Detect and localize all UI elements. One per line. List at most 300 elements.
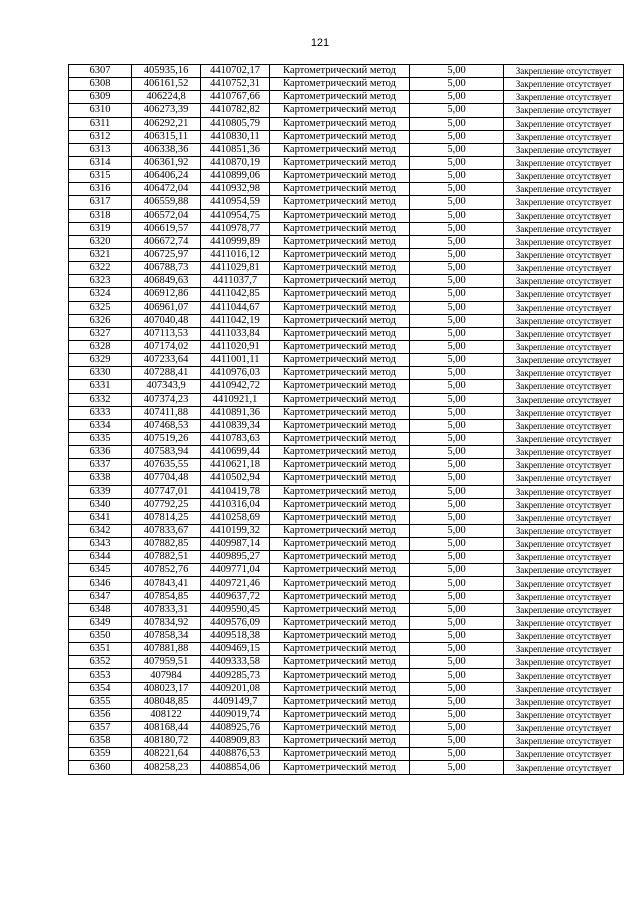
accuracy-cell: 5,00	[410, 485, 504, 498]
fixing-note-cell: Закрепление отсутствует	[504, 393, 624, 406]
method-cell: Картометрический метод	[270, 656, 410, 669]
method-cell: Картометрический метод	[270, 446, 410, 459]
x-coordinate-cell: 405935,16	[132, 65, 201, 78]
method-cell: Картометрический метод	[270, 196, 410, 209]
y-coordinate-cell: 4411033,84	[201, 327, 270, 340]
method-cell: Картометрический метод	[270, 748, 410, 761]
table-row	[69, 262, 624, 275]
x-coordinate-cell: 406961,07	[132, 301, 201, 314]
method-cell: Картометрический метод	[270, 616, 410, 629]
accuracy-cell: 5,00	[410, 248, 504, 261]
x-coordinate-cell: 407814,25	[132, 511, 201, 524]
table-row	[69, 419, 624, 432]
y-coordinate-cell: 4408876,53	[201, 748, 270, 761]
accuracy-cell: 5,00	[410, 669, 504, 682]
table-row	[69, 91, 624, 104]
point-number-cell: 6318	[69, 209, 132, 222]
fixing-note-cell: Закрепление отсутствует	[504, 327, 624, 340]
accuracy-cell: 5,00	[410, 196, 504, 209]
table-row	[69, 314, 624, 327]
y-coordinate-cell: 4410891,36	[201, 406, 270, 419]
table-row	[69, 340, 624, 353]
x-coordinate-cell: 408048,85	[132, 695, 201, 708]
y-coordinate-cell: 4410870,19	[201, 156, 270, 169]
fixing-note-cell: Закрепление отсутствует	[504, 288, 624, 301]
x-coordinate-cell: 406912,86	[132, 288, 201, 301]
method-cell: Картометрический метод	[270, 393, 410, 406]
fixing-note-cell: Закрепление отсутствует	[504, 748, 624, 761]
accuracy-cell: 5,00	[410, 432, 504, 445]
y-coordinate-cell: 4410783,63	[201, 432, 270, 445]
y-coordinate-cell: 4408854,06	[201, 761, 270, 774]
method-cell: Картометрический метод	[270, 406, 410, 419]
point-number-cell: 6358	[69, 735, 132, 748]
point-number-cell: 6320	[69, 235, 132, 248]
y-coordinate-cell: 4408925,76	[201, 722, 270, 735]
fixing-note-cell: Закрепление отсутствует	[504, 183, 624, 196]
accuracy-cell: 5,00	[410, 722, 504, 735]
point-number-cell: 6339	[69, 485, 132, 498]
y-coordinate-cell: 4411020,91	[201, 340, 270, 353]
table-row	[69, 104, 624, 117]
x-coordinate-cell: 407843,41	[132, 577, 201, 590]
y-coordinate-cell: 4409149,7	[201, 695, 270, 708]
y-coordinate-cell: 4408909,83	[201, 735, 270, 748]
x-coordinate-cell: 407833,31	[132, 603, 201, 616]
fixing-note-cell: Закрепление отсутствует	[504, 630, 624, 643]
accuracy-cell: 5,00	[410, 643, 504, 656]
x-coordinate-cell: 407959,51	[132, 656, 201, 669]
fixing-note-cell: Закрепление отсутствует	[504, 354, 624, 367]
point-number-cell: 6335	[69, 432, 132, 445]
table-row	[69, 117, 624, 130]
method-cell: Картометрический метод	[270, 708, 410, 721]
table-row	[69, 248, 624, 261]
fixing-note-cell: Закрепление отсутствует	[504, 446, 624, 459]
fixing-note-cell: Закрепление отсутствует	[504, 656, 624, 669]
y-coordinate-cell: 4410699,44	[201, 446, 270, 459]
table-row	[69, 524, 624, 537]
x-coordinate-cell: 408258,23	[132, 761, 201, 774]
accuracy-cell: 5,00	[410, 748, 504, 761]
method-cell: Картометрический метод	[270, 248, 410, 261]
point-number-cell: 6329	[69, 354, 132, 367]
accuracy-cell: 5,00	[410, 380, 504, 393]
x-coordinate-cell: 408180,72	[132, 735, 201, 748]
point-number-cell: 6342	[69, 524, 132, 537]
accuracy-cell: 5,00	[410, 406, 504, 419]
method-cell: Картометрический метод	[270, 183, 410, 196]
y-coordinate-cell: 4409721,46	[201, 577, 270, 590]
y-coordinate-cell: 4411042,85	[201, 288, 270, 301]
fixing-note-cell: Закрепление отсутствует	[504, 695, 624, 708]
point-number-cell: 6351	[69, 643, 132, 656]
fixing-note-cell: Закрепление отсутствует	[504, 222, 624, 235]
point-number-cell: 6336	[69, 446, 132, 459]
x-coordinate-cell: 406849,63	[132, 275, 201, 288]
point-number-cell: 6313	[69, 143, 132, 156]
point-number-cell: 6321	[69, 248, 132, 261]
fixing-note-cell: Закрепление отсутствует	[504, 603, 624, 616]
x-coordinate-cell: 406338,36	[132, 143, 201, 156]
y-coordinate-cell: 4410839,34	[201, 419, 270, 432]
method-cell: Картометрический метод	[270, 538, 410, 551]
table-row	[69, 603, 624, 616]
accuracy-cell: 5,00	[410, 104, 504, 117]
accuracy-cell: 5,00	[410, 630, 504, 643]
method-cell: Картометрический метод	[270, 314, 410, 327]
table-row	[69, 367, 624, 380]
table-row	[69, 459, 624, 472]
point-number-cell: 6338	[69, 472, 132, 485]
fixing-note-cell: Закрепление отсутствует	[504, 91, 624, 104]
accuracy-cell: 5,00	[410, 577, 504, 590]
y-coordinate-cell: 4409285,73	[201, 669, 270, 682]
x-coordinate-cell: 406161,52	[132, 78, 201, 91]
method-cell: Картометрический метод	[270, 419, 410, 432]
table-row	[69, 327, 624, 340]
table-row	[69, 590, 624, 603]
method-cell: Картометрический метод	[270, 590, 410, 603]
fixing-note-cell: Закрепление отсутствует	[504, 275, 624, 288]
method-cell: Картометрический метод	[270, 367, 410, 380]
point-number-cell: 6344	[69, 551, 132, 564]
x-coordinate-cell: 407882,85	[132, 538, 201, 551]
fixing-note-cell: Закрепление отсутствует	[504, 551, 624, 564]
accuracy-cell: 5,00	[410, 708, 504, 721]
table-row	[69, 669, 624, 682]
fixing-note-cell: Закрепление отсутствует	[504, 209, 624, 222]
x-coordinate-cell: 407468,53	[132, 419, 201, 432]
method-cell: Картометрический метод	[270, 209, 410, 222]
method-cell: Картометрический метод	[270, 117, 410, 130]
accuracy-cell: 5,00	[410, 262, 504, 275]
accuracy-cell: 5,00	[410, 327, 504, 340]
fixing-note-cell: Закрепление отсутствует	[504, 643, 624, 656]
point-number-cell: 6360	[69, 761, 132, 774]
y-coordinate-cell: 4410942,72	[201, 380, 270, 393]
fixing-note-cell: Закрепление отсутствует	[504, 196, 624, 209]
accuracy-cell: 5,00	[410, 183, 504, 196]
x-coordinate-cell: 407882,51	[132, 551, 201, 564]
accuracy-cell: 5,00	[410, 564, 504, 577]
x-coordinate-cell: 406406,24	[132, 170, 201, 183]
point-number-cell: 6354	[69, 682, 132, 695]
x-coordinate-cell: 407411,88	[132, 406, 201, 419]
y-coordinate-cell: 4411044,67	[201, 301, 270, 314]
table-row	[69, 498, 624, 511]
y-coordinate-cell: 4410932,98	[201, 183, 270, 196]
x-coordinate-cell: 406273,39	[132, 104, 201, 117]
fixing-note-cell: Закрепление отсутствует	[504, 367, 624, 380]
table-row	[69, 748, 624, 761]
point-number-cell: 6350	[69, 630, 132, 643]
point-number-cell: 6359	[69, 748, 132, 761]
accuracy-cell: 5,00	[410, 117, 504, 130]
fixing-note-cell: Закрепление отсутствует	[504, 143, 624, 156]
point-number-cell: 6309	[69, 91, 132, 104]
method-cell: Картометрический метод	[270, 235, 410, 248]
fixing-note-cell: Закрепление отсутствует	[504, 577, 624, 590]
point-number-cell: 6314	[69, 156, 132, 169]
y-coordinate-cell: 4410851,36	[201, 143, 270, 156]
point-number-cell: 6324	[69, 288, 132, 301]
method-cell: Картометрический метод	[270, 564, 410, 577]
accuracy-cell: 5,00	[410, 616, 504, 629]
fixing-note-cell: Закрепление отсутствует	[504, 472, 624, 485]
accuracy-cell: 5,00	[410, 354, 504, 367]
method-cell: Картометрический метод	[270, 170, 410, 183]
point-number-cell: 6323	[69, 275, 132, 288]
method-cell: Картометрический метод	[270, 380, 410, 393]
x-coordinate-cell: 406224,8	[132, 91, 201, 104]
table-row	[69, 446, 624, 459]
point-number-cell: 6330	[69, 367, 132, 380]
table-row	[69, 380, 624, 393]
accuracy-cell: 5,00	[410, 170, 504, 183]
x-coordinate-cell: 407792,25	[132, 498, 201, 511]
accuracy-cell: 5,00	[410, 459, 504, 472]
table-row	[69, 183, 624, 196]
accuracy-cell: 5,00	[410, 590, 504, 603]
point-number-cell: 6322	[69, 262, 132, 275]
accuracy-cell: 5,00	[410, 288, 504, 301]
x-coordinate-cell: 407233,64	[132, 354, 201, 367]
accuracy-cell: 5,00	[410, 275, 504, 288]
method-cell: Картометрический метод	[270, 643, 410, 656]
fixing-note-cell: Закрепление отсутствует	[504, 65, 624, 78]
x-coordinate-cell: 407854,85	[132, 590, 201, 603]
x-coordinate-cell: 407852,76	[132, 564, 201, 577]
point-number-cell: 6340	[69, 498, 132, 511]
method-cell: Картометрический метод	[270, 682, 410, 695]
point-number-cell: 6348	[69, 603, 132, 616]
fixing-note-cell: Закрепление отсутствует	[504, 170, 624, 183]
fixing-note-cell: Закрепление отсутствует	[504, 340, 624, 353]
point-number-cell: 6331	[69, 380, 132, 393]
y-coordinate-cell: 4410954,59	[201, 196, 270, 209]
method-cell: Картометрический метод	[270, 78, 410, 91]
x-coordinate-cell: 407113,53	[132, 327, 201, 340]
x-coordinate-cell: 407583,94	[132, 446, 201, 459]
fixing-note-cell: Закрепление отсутствует	[504, 248, 624, 261]
fixing-note-cell: Закрепление отсутствует	[504, 616, 624, 629]
point-number-cell: 6355	[69, 695, 132, 708]
table-row	[69, 209, 624, 222]
accuracy-cell: 5,00	[410, 393, 504, 406]
y-coordinate-cell: 4411016,12	[201, 248, 270, 261]
point-number-cell: 6345	[69, 564, 132, 577]
y-coordinate-cell: 4410805,79	[201, 117, 270, 130]
accuracy-cell: 5,00	[410, 538, 504, 551]
y-coordinate-cell: 4411037,7	[201, 275, 270, 288]
method-cell: Картометрический метод	[270, 603, 410, 616]
table-row	[69, 708, 624, 721]
fixing-note-cell: Закрепление отсутствует	[504, 432, 624, 445]
point-number-cell: 6353	[69, 669, 132, 682]
fixing-note-cell: Закрепление отсутствует	[504, 590, 624, 603]
point-number-cell: 6307	[69, 65, 132, 78]
table-row	[69, 577, 624, 590]
method-cell: Картометрический метод	[270, 551, 410, 564]
method-cell: Картометрический метод	[270, 577, 410, 590]
y-coordinate-cell: 4409518,38	[201, 630, 270, 643]
fixing-note-cell: Закрепление отсутствует	[504, 104, 624, 117]
x-coordinate-cell: 407747,01	[132, 485, 201, 498]
y-coordinate-cell: 4410419,78	[201, 485, 270, 498]
method-cell: Картометрический метод	[270, 485, 410, 498]
x-coordinate-cell: 408168,44	[132, 722, 201, 735]
method-cell: Картометрический метод	[270, 761, 410, 774]
coordinates-table	[68, 64, 624, 775]
method-cell: Картометрический метод	[270, 524, 410, 537]
table-row	[69, 354, 624, 367]
method-cell: Картометрический метод	[270, 722, 410, 735]
y-coordinate-cell: 4409637,72	[201, 590, 270, 603]
method-cell: Картометрический метод	[270, 340, 410, 353]
y-coordinate-cell: 4409895,27	[201, 551, 270, 564]
accuracy-cell: 5,00	[410, 511, 504, 524]
y-coordinate-cell: 4409987,14	[201, 538, 270, 551]
point-number-cell: 6347	[69, 590, 132, 603]
y-coordinate-cell: 4410954,75	[201, 209, 270, 222]
y-coordinate-cell: 4410502,94	[201, 472, 270, 485]
x-coordinate-cell: 406619,57	[132, 222, 201, 235]
x-coordinate-cell: 407288,41	[132, 367, 201, 380]
page-number: 121	[310, 37, 330, 49]
table-row	[69, 196, 624, 209]
y-coordinate-cell: 4410621,18	[201, 459, 270, 472]
y-coordinate-cell: 4410921,1	[201, 393, 270, 406]
method-cell: Картометрический метод	[270, 262, 410, 275]
x-coordinate-cell: 406292,21	[132, 117, 201, 130]
method-cell: Картометрический метод	[270, 275, 410, 288]
method-cell: Картометрический метод	[270, 498, 410, 511]
point-number-cell: 6319	[69, 222, 132, 235]
fixing-note-cell: Закрепление отсутствует	[504, 722, 624, 735]
fixing-note-cell: Закрепление отсутствует	[504, 708, 624, 721]
accuracy-cell: 5,00	[410, 735, 504, 748]
table-row	[69, 564, 624, 577]
fixing-note-cell: Закрепление отсутствует	[504, 117, 624, 130]
table-row	[69, 275, 624, 288]
accuracy-cell: 5,00	[410, 301, 504, 314]
table-row	[69, 406, 624, 419]
method-cell: Картометрический метод	[270, 511, 410, 524]
y-coordinate-cell: 4411042,19	[201, 314, 270, 327]
table-row	[69, 288, 624, 301]
table-row	[69, 222, 624, 235]
accuracy-cell: 5,00	[410, 419, 504, 432]
y-coordinate-cell: 4411001,11	[201, 354, 270, 367]
x-coordinate-cell: 407174,02	[132, 340, 201, 353]
accuracy-cell: 5,00	[410, 524, 504, 537]
y-coordinate-cell: 4410702,17	[201, 65, 270, 78]
point-number-cell: 6349	[69, 616, 132, 629]
accuracy-cell: 5,00	[410, 656, 504, 669]
y-coordinate-cell: 4409469,15	[201, 643, 270, 656]
point-number-cell: 6326	[69, 314, 132, 327]
fixing-note-cell: Закрепление отсутствует	[504, 301, 624, 314]
table-row	[69, 301, 624, 314]
coordinates-table-body	[69, 65, 624, 775]
table-row	[69, 761, 624, 774]
method-cell: Картометрический метод	[270, 130, 410, 143]
fixing-note-cell: Закрепление отсутствует	[504, 498, 624, 511]
y-coordinate-cell: 4409201,08	[201, 682, 270, 695]
fixing-note-cell: Закрепление отсутствует	[504, 735, 624, 748]
method-cell: Картометрический метод	[270, 432, 410, 445]
point-number-cell: 6315	[69, 170, 132, 183]
table-row	[69, 393, 624, 406]
point-number-cell: 6328	[69, 340, 132, 353]
fixing-note-cell: Закрепление отсутствует	[504, 78, 624, 91]
x-coordinate-cell: 408122	[132, 708, 201, 721]
point-number-cell: 6317	[69, 196, 132, 209]
x-coordinate-cell: 407343,9	[132, 380, 201, 393]
table-row	[69, 78, 624, 91]
x-coordinate-cell: 407881,88	[132, 643, 201, 656]
y-coordinate-cell: 4410899,06	[201, 170, 270, 183]
x-coordinate-cell: 407984	[132, 669, 201, 682]
method-cell: Картометрический метод	[270, 143, 410, 156]
method-cell: Картометрический метод	[270, 104, 410, 117]
point-number-cell: 6325	[69, 301, 132, 314]
point-number-cell: 6352	[69, 656, 132, 669]
table-row	[69, 485, 624, 498]
x-coordinate-cell: 406559,88	[132, 196, 201, 209]
table-row	[69, 722, 624, 735]
fixing-note-cell: Закрепление отсутствует	[504, 511, 624, 524]
method-cell: Картометрический метод	[270, 301, 410, 314]
fixing-note-cell: Закрепление отсутствует	[504, 235, 624, 248]
table-row	[69, 130, 624, 143]
x-coordinate-cell: 406572,04	[132, 209, 201, 222]
accuracy-cell: 5,00	[410, 472, 504, 485]
fixing-note-cell: Закрепление отсутствует	[504, 262, 624, 275]
point-number-cell: 6334	[69, 419, 132, 432]
fixing-note-cell: Закрепление отсутствует	[504, 485, 624, 498]
point-number-cell: 6337	[69, 459, 132, 472]
accuracy-cell: 5,00	[410, 446, 504, 459]
x-coordinate-cell: 408221,64	[132, 748, 201, 761]
x-coordinate-cell: 407374,23	[132, 393, 201, 406]
y-coordinate-cell: 4410752,31	[201, 78, 270, 91]
accuracy-cell: 5,00	[410, 65, 504, 78]
accuracy-cell: 5,00	[410, 78, 504, 91]
x-coordinate-cell: 406472,04	[132, 183, 201, 196]
y-coordinate-cell: 4409590,45	[201, 603, 270, 616]
accuracy-cell: 5,00	[410, 761, 504, 774]
y-coordinate-cell: 4410999,89	[201, 235, 270, 248]
x-coordinate-cell: 407833,67	[132, 524, 201, 537]
point-number-cell: 6308	[69, 78, 132, 91]
fixing-note-cell: Закрепление отсутствует	[504, 669, 624, 682]
method-cell: Картометрический метод	[270, 669, 410, 682]
accuracy-cell: 5,00	[410, 603, 504, 616]
point-number-cell: 6312	[69, 130, 132, 143]
table-row	[69, 511, 624, 524]
accuracy-cell: 5,00	[410, 340, 504, 353]
x-coordinate-cell: 407519,26	[132, 432, 201, 445]
y-coordinate-cell: 4411029,81	[201, 262, 270, 275]
point-number-cell: 6343	[69, 538, 132, 551]
method-cell: Картометрический метод	[270, 91, 410, 104]
method-cell: Картометрический метод	[270, 156, 410, 169]
method-cell: Картометрический метод	[270, 222, 410, 235]
table-row	[69, 65, 624, 78]
x-coordinate-cell: 407704,48	[132, 472, 201, 485]
